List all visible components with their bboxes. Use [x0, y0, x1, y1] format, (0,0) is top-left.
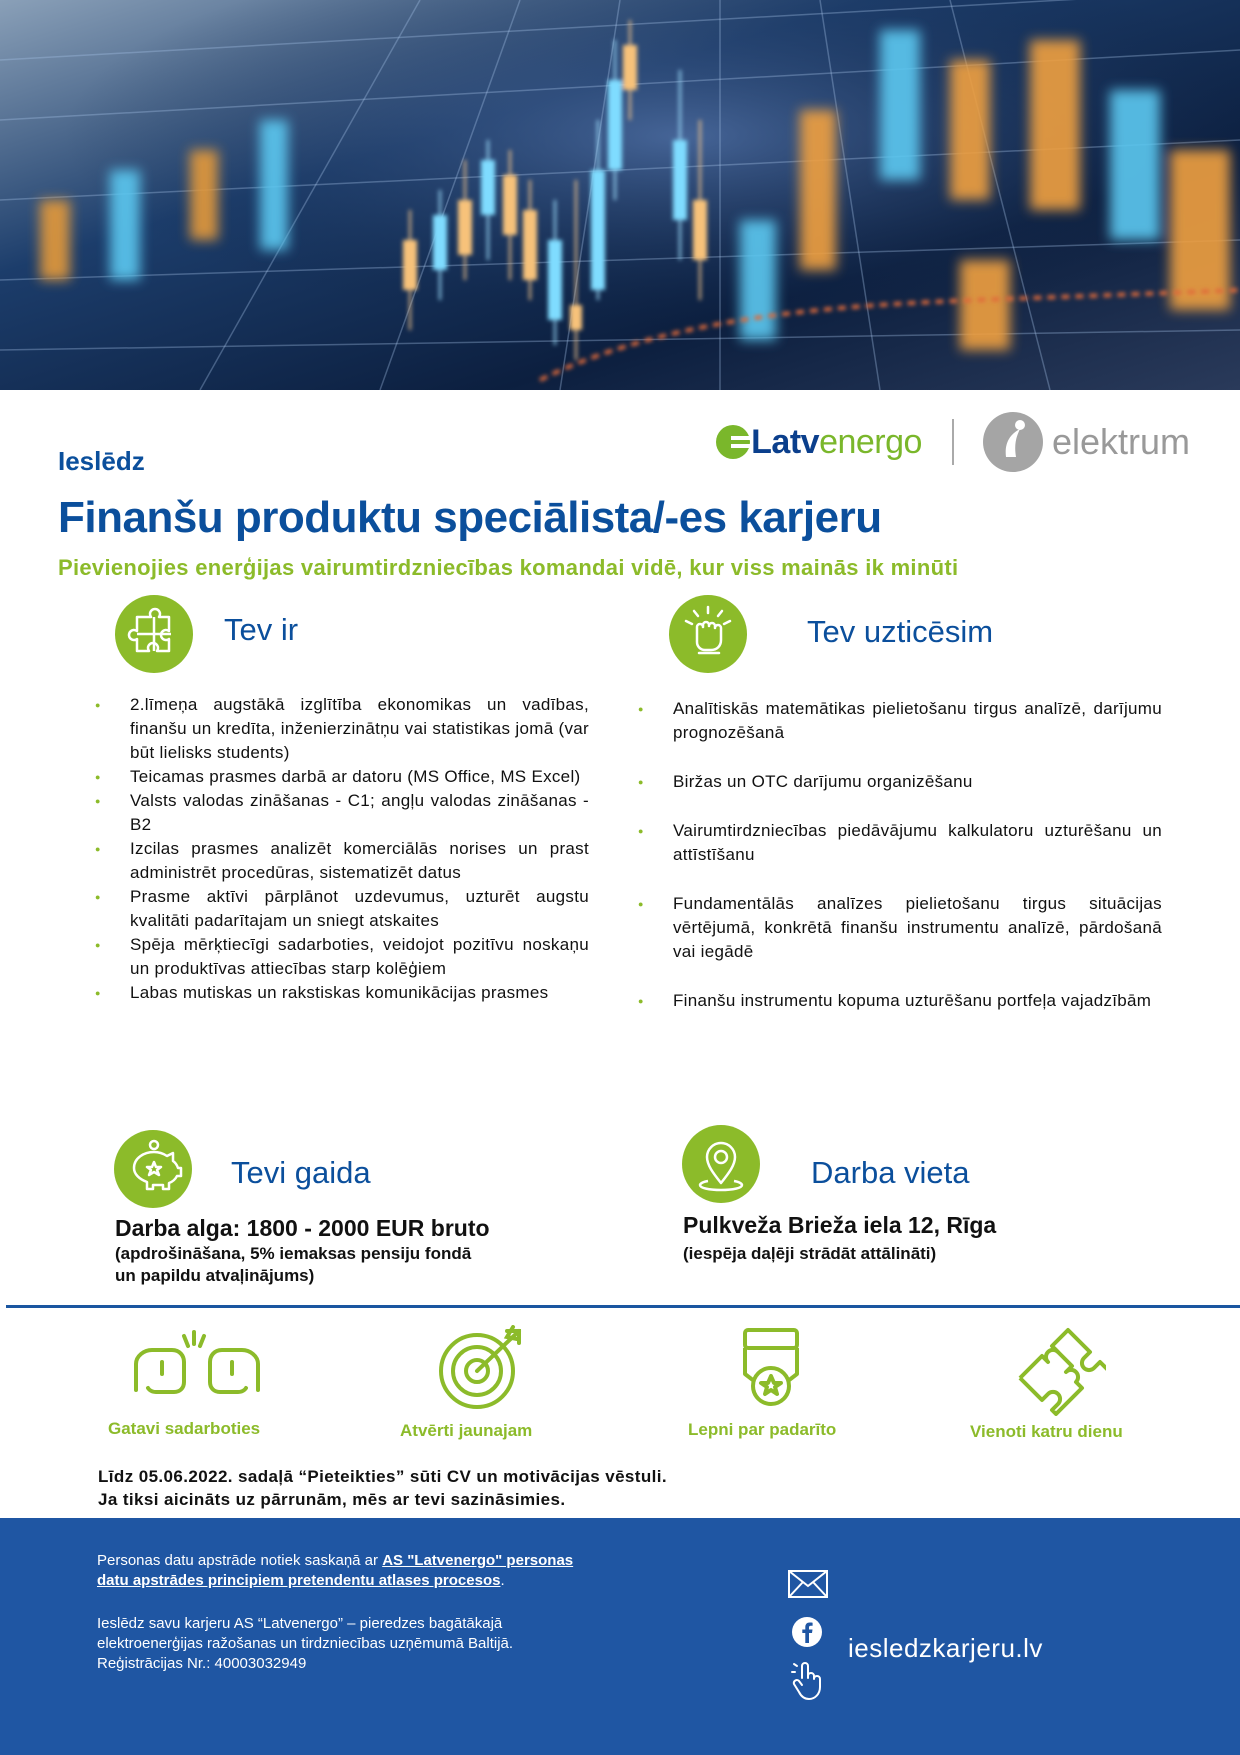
- pre-title: Ieslēdz: [58, 446, 145, 476]
- list-item: ● Spēja mērķtiecīgi sadarboties, veidojot pozitīvu noskaņu un produktīvas attiecības starp kolēģiem: [95, 933, 589, 981]
- logo-separator: [952, 419, 954, 465]
- footer: [0, 1518, 1240, 1755]
- list-item: ● Vairumtirdzniecības piedāvājumu kalkulatoru uzturēšanu un attīstīšanu: [638, 819, 1162, 867]
- facebook-icon[interactable]: [791, 1616, 823, 1653]
- list-item: ● 2.līmeņa augstākā izglītība ekonomikas un vadības, finanšu un kredīta, inženierzinātņu vai statistikas jomā (var būt lielisks students): [95, 693, 589, 765]
- list-item: ● Biržas un OTC darījumu organizēšanu: [638, 770, 1162, 794]
- elektrum-logo: [982, 411, 1190, 473]
- hero-image: [0, 0, 1240, 390]
- piggy-bank-icon: [114, 1130, 192, 1208]
- website-link[interactable]: iesledzkarjeru.lv: [848, 1633, 1043, 1663]
- medal-icon: [739, 1328, 803, 1417]
- value-label: Gatavi sadarboties: [108, 1419, 261, 1438]
- list-item: ● Prasme aktīvi pārplānot uzdevumus, uzturēt augstu kvalitāti padarītajam un sniegt atskaites: [95, 885, 589, 933]
- page-title: Finanšu produktu speciālista/-es karjeru: [58, 493, 882, 542]
- latvenergo-logo-mark-icon: [715, 424, 751, 460]
- deadline-line-1: Līdz 05.06.2022. sadaļā “Pieteikties” sūti CV un motivācijas vēstuli.: [98, 1467, 668, 1486]
- section-heading-tev-ir: Tev ir: [224, 612, 299, 647]
- company-info-line: elektroenerģijas ražošanas un tirdzniecības uzņēmumā Baltijā.: [97, 1635, 514, 1652]
- location-pin-icon: [682, 1125, 760, 1203]
- puzzle-icon: [115, 595, 193, 673]
- deadline-line-2: Ja tiksi aicināts uz pārrunām, mēs ar tevi sazināsimies.: [98, 1490, 566, 1509]
- privacy-link-continued[interactable]: datu apstrādes principiem pretendentu atlases procesos: [97, 1572, 501, 1589]
- remote-note: (iespēja daļēji strādāt attālināti): [683, 1244, 937, 1263]
- list-item: ● Teicamas prasmes darbā ar datoru (MS Office, MS Excel): [95, 765, 589, 789]
- email-icon[interactable]: [788, 1570, 828, 1603]
- requirements-list: [95, 693, 589, 1005]
- application-deadline: [98, 1465, 667, 1511]
- latvenergo-logo: [715, 423, 922, 462]
- responsibilities-list: [638, 697, 1162, 1038]
- company-info: [97, 1614, 513, 1674]
- privacy-notice: [97, 1551, 573, 1591]
- latvenergo-logo-text: Latvenergo: [751, 422, 922, 461]
- elektrum-logo-text: elektrum: [1051, 421, 1190, 462]
- benefits-line-1: (apdrošināšana, 5% iemaksas pensiju fondā: [115, 1244, 472, 1263]
- list-item: ● Valsts valodas zināšanas - C1; angļu valodas zināšanas - B2: [95, 789, 589, 837]
- value-label: Vienoti katru dienu: [970, 1422, 1123, 1441]
- fist-icon: [669, 595, 747, 673]
- list-item: ● Labas mutiskas un rakstiskas komunikācijas prasmes: [95, 981, 589, 1005]
- list-item: ● Izcilas prasmes analizēt komerciālās norises un prast administrēt procedūras, sistematizēt datus: [95, 837, 589, 885]
- list-item: ● Fundamentālās analīzes pielietošanu tirgus situācijas vērtējumā, konkrētā finanšu instrumentu analīzē, pārdošanā vai iegādē: [638, 892, 1162, 964]
- section-heading-darba-vieta: Darba vieta: [811, 1155, 970, 1190]
- list-item: ● Finanšu instrumentu kopuma uzturēšanu portfeļa vajadzībām: [638, 989, 1162, 1013]
- section-heading-tevi-gaida: Tevi gaida: [231, 1155, 371, 1190]
- section-heading-tev-uzticesim: Tev uzticēsim: [807, 614, 994, 649]
- section-divider: [6, 1305, 1240, 1308]
- hand-pointer-icon[interactable]: [791, 1662, 823, 1707]
- privacy-suffix: .: [500, 1572, 505, 1589]
- salary-text: Darba alga: 1800 - 2000 EUR bruto: [115, 1215, 490, 1241]
- privacy-link[interactable]: AS "Latvenergo" personas: [382, 1552, 574, 1569]
- logos: [715, 410, 1190, 474]
- benefits-text: [115, 1243, 471, 1287]
- elektrum-logo-mark-icon: [982, 411, 1044, 473]
- company-info-line: Ieslēdz savu karjeru AS “Latvenergo” – pieredzes bagātākajā: [97, 1615, 503, 1632]
- candlestick-chart-image: [0, 0, 1240, 390]
- benefits-line-2: un papildu atvaļinājums): [115, 1266, 315, 1285]
- value-label: Lepni par padarīto: [688, 1420, 837, 1439]
- registration-number: Reģistrācijas Nr.: 40003032949: [97, 1655, 307, 1672]
- fist-bump-icon: [132, 1328, 262, 1413]
- target-icon: [437, 1325, 533, 1416]
- address-text: Pulkveža Brieža iela 12, Rīga: [683, 1212, 997, 1238]
- privacy-prefix: Personas datu apstrāde notiek saskaņā ar: [97, 1552, 383, 1569]
- value-label: Atvērti jaunajam: [400, 1421, 533, 1440]
- list-item: ● Analītiskās matemātikas pielietošanu tirgus analīzē, darījumu prognozēšanā: [638, 697, 1162, 745]
- page-subtitle: Pievienojies enerģijas vairumtirdzniecības komandai vidē, kur viss mainās ik minūti: [58, 555, 959, 580]
- puzzle-pieces-icon: [1010, 1326, 1106, 1421]
